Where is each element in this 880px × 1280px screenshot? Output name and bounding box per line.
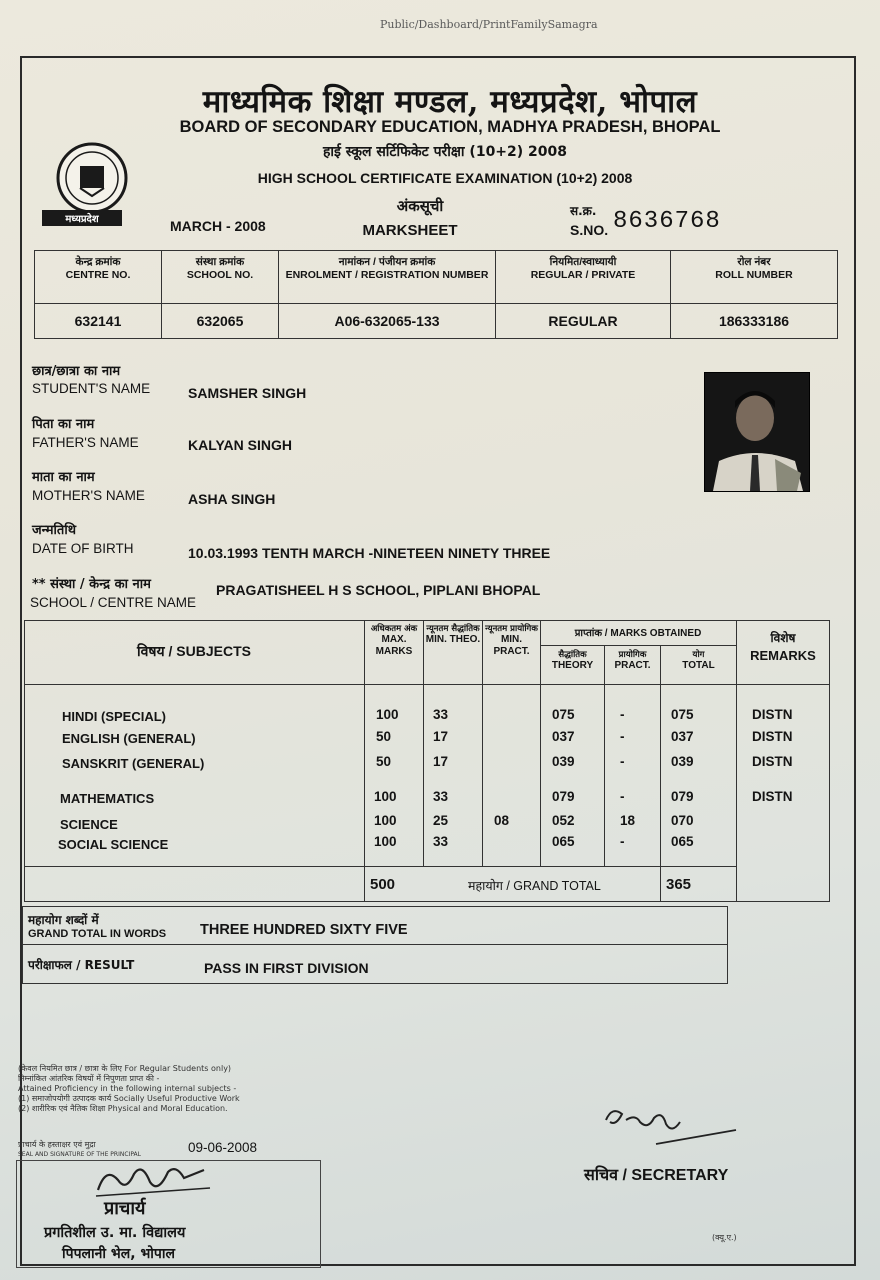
enrolment-header: नामांकन / पंजीयन क्रमांक ENROLMENT / REGISTRATION NUMBER <box>279 251 496 304</box>
practical-header: प्रायोगिक PRACT. <box>614 650 651 671</box>
father-name-label: FATHER'S NAME <box>32 435 139 450</box>
school-no-header: संस्था क्रमांक SCHOOL NO. <box>162 251 279 304</box>
subjects-header: विषय / SUBJECTS <box>137 643 251 659</box>
result-value: PASS IN FIRST DIVISION <box>204 960 369 976</box>
seal-label: मध्यप्रदेश <box>65 214 99 225</box>
grand-total-words-label-hindi: महायोग शब्दों में <box>28 913 99 927</box>
marksheet-title-english: MARKSHEET <box>362 222 458 239</box>
school-name: PRAGATISHEEL H S SCHOOL, PIPLANI BHOPAL <box>216 582 541 598</box>
remarks-header: विशेष REMARKS <box>750 631 816 663</box>
school-stamp-name: प्रगतिशील उ. मा. विद्यालय <box>44 1225 186 1241</box>
board-seal-icon <box>40 140 135 230</box>
secretary-label: सचिव / SECRETARY <box>584 1167 729 1184</box>
principal-seal-label: प्राचार्य के हस्ताक्षर एवं मुद्रा SEAL AND SIGNATURE OF THE PRINCIPAL <box>18 1140 141 1158</box>
date-of-birth: 10.03.1993 TENTH MARCH -NINETEEN NINETY THREE <box>188 545 551 561</box>
mother-name: ASHA SINGH <box>188 491 276 507</box>
board-title-english: BOARD OF SECONDARY EDUCATION, MADHYA PRADESH, BHOPAL <box>179 118 721 136</box>
centre-no-header: केन्द्र क्रमांक CENTRE NO. <box>35 251 162 304</box>
exam-title-hindi: हाई स्कूल सर्टिफिकेट परीक्षा (10+2) 2008 <box>322 144 568 160</box>
principal-title: प्राचार्य <box>104 1198 146 1219</box>
student-name-label-hindi: छात्र/छात्रा का नाम <box>32 364 121 379</box>
marksheet-title-hindi: अंकसूची <box>396 197 444 215</box>
min-theory-header: न्यूनतम सैद्धांतिक MIN. THEO. <box>425 624 481 645</box>
min-practical-header: न्यूनतम प्रायोगिक MIN. PRACT. <box>485 624 538 657</box>
grand-total-words-label: GRAND TOTAL IN WORDS <box>28 928 167 940</box>
url-fragment: Public/Dashboard/PrintFamilySamagra <box>380 18 598 31</box>
grand-total-words: THREE HUNDRED SIXTY FIVE <box>200 922 408 938</box>
regular-students-note: (केवल नियमित छात्र / छात्रा के लिए For Regular Students only) निम्नांकित आंतरिक विषयों में निपुणता प्राप्त की - Attained Proficiency in the following internal subjects - (1) समाजोपयोगी उत्पादक कार्य Socially Useful Productive Work (2) शारीरिक एवं नैतिक शिक्षा Physical and Moral Education. <box>18 1064 240 1113</box>
mother-name-label-hindi: माता का नाम <box>32 470 95 485</box>
theory-header: सैद्धांतिक THEORY <box>551 650 594 671</box>
serial-label: S.NO. <box>570 222 609 238</box>
student-photo <box>704 372 810 492</box>
father-name: KALYAN SINGH <box>188 437 292 453</box>
max-marks-header: अधिकतम अंक MAX. MARKS <box>370 624 418 657</box>
result-label: परीक्षाफल / RESULT <box>28 958 135 972</box>
secretary-signature-icon <box>596 1100 746 1164</box>
grand-total-label: महायोग / GRAND TOTAL <box>468 879 601 893</box>
exam-month: MARCH - 2008 <box>170 218 266 234</box>
max-marks-total: 500 <box>370 876 396 893</box>
serial-label-hindi: स.क्र. <box>570 204 597 218</box>
total-header: योग TOTAL <box>682 650 715 671</box>
school-label: SCHOOL / CENTRE NAME <box>30 595 197 610</box>
serial-number: 8636768 <box>613 208 721 235</box>
marks-obtained-header: प्राप्तांक / MARKS OBTAINED <box>574 628 702 639</box>
exam-title-english: HIGH SCHOOL CERTIFICATE EXAMINATION (10+2) 2008 <box>257 170 633 186</box>
form-code: (क्यू.ए.) <box>712 1233 737 1242</box>
school-label-hindi: ** संस्था / केन्द्र का नाम <box>32 577 151 592</box>
student-name-label: STUDENT'S NAME <box>32 381 151 396</box>
father-name-label-hindi: पिता का नाम <box>32 417 95 432</box>
student-name: SAMSHER SINGH <box>188 385 307 401</box>
mother-name-label: MOTHER'S NAME <box>32 488 145 503</box>
roll-number-value: 186333186 <box>671 304 838 339</box>
school-stamp-location: पिपलानी भेल, भोपाल <box>62 1246 175 1262</box>
id-table <box>34 250 838 339</box>
regular-private-header: नियमित/स्वाध्यायी REGULAR / PRIVATE <box>496 251 671 304</box>
dob-label-hindi: जन्मतिथि <box>32 523 77 538</box>
roll-number-header: रोल नंबर ROLL NUMBER <box>671 251 838 304</box>
regular-private-value: REGULAR <box>496 304 671 339</box>
issue-date: 09-06-2008 <box>188 1140 258 1155</box>
grand-total-value: 365 <box>666 876 692 893</box>
school-no-value: 632065 <box>162 304 279 339</box>
centre-no-value: 632141 <box>35 304 162 339</box>
enrolment-value: A06-632065-133 <box>279 304 496 339</box>
board-title-hindi: माध्यमिक शिक्षा मण्डल, मध्यप्रदेश, भोपाल <box>202 84 698 120</box>
dob-label: DATE OF BIRTH <box>32 541 134 556</box>
